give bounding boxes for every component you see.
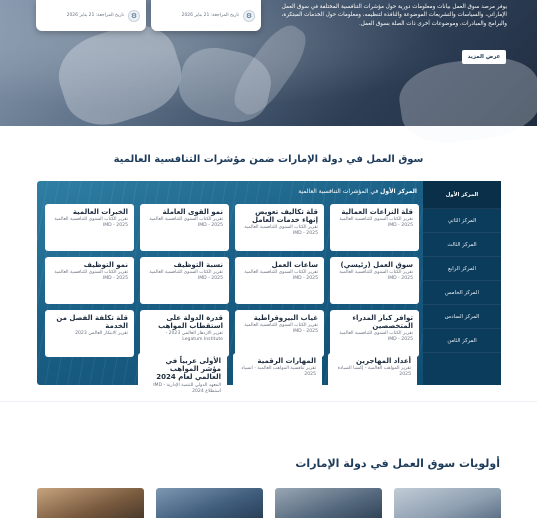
indicator-title: قلة تكلفة الفصل من الخدمة [56,314,128,331]
tab-rank-8[interactable]: المركز الثامن [423,329,501,353]
indicator-card[interactable] [45,310,134,357]
indicator-title: غياب البيروقراطية [253,314,318,322]
tab-rank-2[interactable]: المركز الثاني [423,209,501,233]
indicator-source: تقرير الكتاب السنوي للتنافسية العالمية 2025 - IMD [339,270,413,282]
indicator-card[interactable] [235,310,324,357]
gear-icon: ⚙ [128,10,140,22]
indicator-title: نسبة التوظيف [173,261,223,269]
rank-tabs [423,181,501,385]
indicator-source: تقرير الكتاب السنوي للتنافسية العالمية 2025 - IMD [339,331,413,343]
panel-heading-text: في المؤشرات التنافسية العالمية [298,188,381,195]
tab-rank-4[interactable]: المركز الرابع [423,257,501,281]
indicator-source: المعهد الدولي للتنمية الإدارية - IMD استطلاع 2024 [153,382,221,394]
tab-rank-6[interactable]: المركز السادس [423,305,501,329]
indicator-card[interactable] [140,204,229,251]
hero-description: يوفر مرصد سوق العمل بيانات ومعلومات دورية حول مؤشرات التنافسية المختلفة في سوق العمل الإماراتي، والسياسات والتشريعات الموضوعة والنافذة لتنظيمه، ومعلومات حول الخدمات المبتكرة، والبرامج والمبادرات، وموضوعات أخرى ذات الصلة بسوق العمل. [281,4,507,27]
indicator-title: المهارات الرقمية [257,357,316,365]
indicator-source: تقرير الكتاب السنوي للتنافسية العالمية 2025 - IMD [54,217,128,229]
rankings-panel [37,181,501,394]
indicator-title: سوق العمل (رئيسي) [340,261,413,269]
indicator-card[interactable] [235,257,324,304]
indicator-card[interactable] [140,310,229,357]
indicator-title: أعداد المهاجرين [356,357,411,365]
tab-rank-1[interactable]: المركز الأول [423,181,501,209]
indicator-source: تقرير الكتاب السنوي للتنافسية العالمية 2025 - IMD [149,217,223,229]
hero-image-shape [49,14,191,137]
gear-icon: ⚙ [243,10,255,22]
panel-heading [298,188,417,195]
indicator-source: تقرير الكتاب السنوي للتنافسية العالمية 2025 - IMD [244,323,318,335]
priorities-title: أولويات سوق العمل في دولة الإمارات [295,457,500,470]
priority-card-image[interactable] [156,488,263,518]
indicator-title: قلة النزاعات العمالية [341,208,413,216]
hero-banner [0,0,537,126]
indicator-card[interactable] [45,204,134,251]
section-title: سوق العمل في دولة الإمارات ضمن مؤشرات التنافسية العالمية [113,154,424,165]
indicator-title: الخبرات العالمية [72,208,128,216]
indicator-title: قلة تكاليف تعويض إنهاء خدمات العامل [251,208,318,225]
indicator-title: ساعات العمل [271,261,318,269]
indicator-title: نمو التوظيف [83,261,128,269]
priority-card-image[interactable] [275,488,382,518]
tab-rank-3[interactable]: المركز الثالث [423,233,501,257]
tab-rank-5[interactable]: المركز الخامس [423,281,501,305]
view-more-button[interactable]: عرض المزيد [462,50,506,64]
indicator-source: تقرير الكتاب السنوي للتنافسية العالمية 2025 - IMD [339,217,413,229]
indicator-source: تقرير الكتاب السنوي للتنافسية العالمية 2025 - IMD [244,225,318,237]
indicator-title: الأولى عربياً في مؤشر المواهب العالمي لعام 2024 [156,357,221,382]
indicator-card[interactable] [140,257,229,304]
news-card-date: تاريخ المراجعة: 21 يناير 2026 [66,13,124,18]
indicator-title: قدرة الدولة على استقطاب المواهب [158,314,223,331]
indicator-source: تقرير الكتاب السنوي للتنافسية العالمية 2025 - IMD [149,270,223,282]
priority-card-image[interactable] [394,488,501,518]
news-card-date: تاريخ المراجعة: 21 يناير 2026 [181,13,239,18]
priority-card-image[interactable] [37,488,144,518]
indicator-card[interactable] [330,204,419,251]
indicator-card[interactable] [330,257,419,304]
indicator-title: نمو القوى العاملة [162,208,223,216]
indicator-source: تقرير الكتاب السنوي للتنافسية العالمية 2025 - IMD [54,270,128,282]
indicator-title: توافر كبار المدراء المتخصصين [352,314,413,331]
indicator-card[interactable] [235,204,324,251]
indicator-source: تقرير الازدهار العالمي 2023 - Legatum Institute [165,331,223,343]
section-divider [0,401,537,402]
indicator-source: تقرير المواهب العالمية - إكسبا الصيادة 2025 [337,366,411,378]
panel-heading-bold: المركز الأول [380,188,417,195]
news-card[interactable] [36,0,146,31]
hero-image-shape [395,51,537,150]
news-card[interactable] [151,0,261,31]
indicator-source: تقرير الكتاب السنوي للتنافسية العالمية 2025 - IMD [244,270,318,282]
indicator-card[interactable] [330,310,419,357]
indicator-source: تقرير تنافسية المواهب العالمية - انسياد 2025 [241,366,316,378]
indicator-card[interactable] [45,257,134,304]
indicator-source: تقرير الابتكار العالمي 2023 [75,331,128,337]
